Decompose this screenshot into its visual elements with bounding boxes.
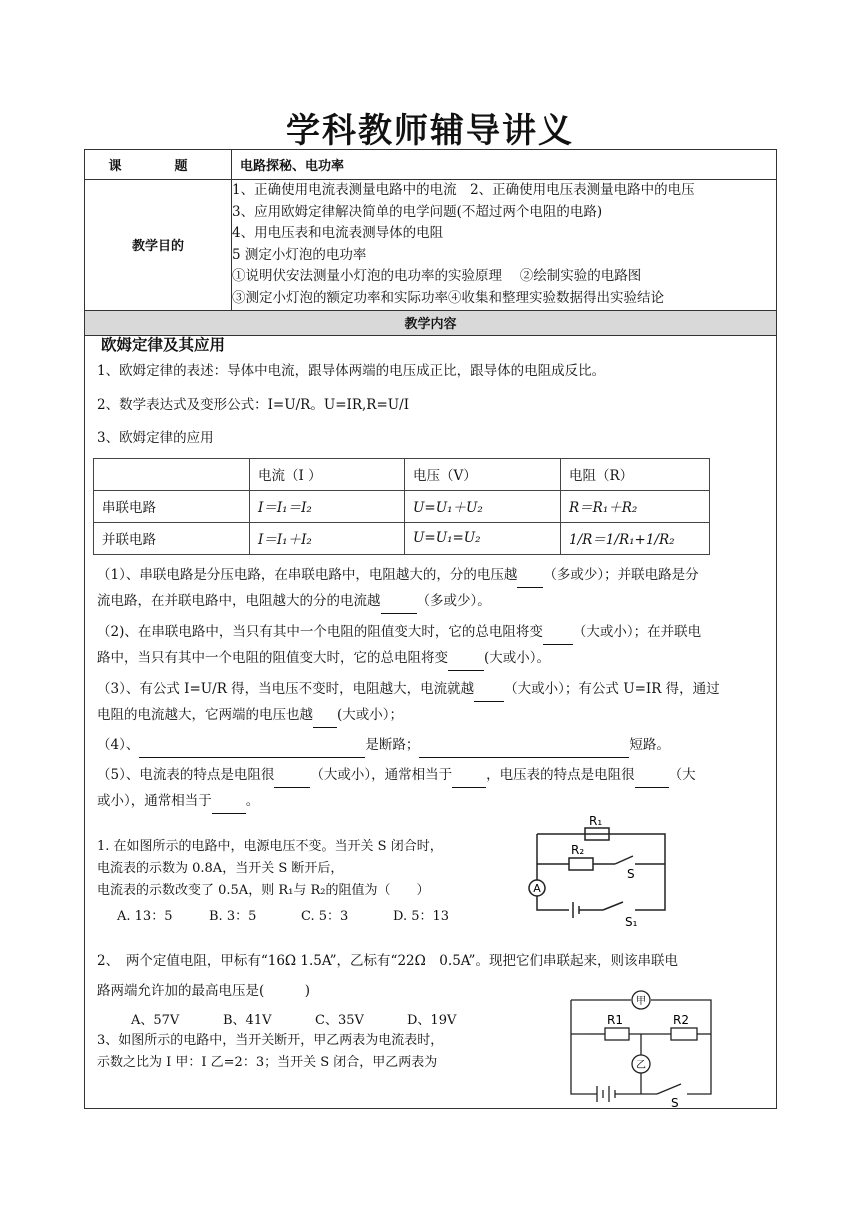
content-body	[85, 335, 777, 1108]
ohm-row-label: 串联电路	[94, 490, 250, 522]
topic-label: 课 题	[85, 150, 232, 180]
content-header: 教学内容	[85, 310, 777, 335]
ohm-cell: I＝I₁＝I₂	[250, 490, 405, 522]
topic-value: 电路探秘、电功率	[232, 150, 777, 180]
problem2-options: A、57V B、41V C、35V D、19V	[131, 1012, 457, 1028]
r2-label: R₂	[571, 842, 585, 857]
blank	[474, 687, 504, 702]
switch-s-label: S	[627, 866, 635, 881]
ohm-header-empty	[94, 458, 250, 490]
ohm-cell: U=U₁＋U₂	[405, 490, 561, 522]
fill-q5-line2: 或小），通常相当于 。	[97, 788, 766, 814]
goals-label: 教学目的	[85, 180, 232, 311]
problem1-options: A. 13：5 B. 3：5 C. 5：3 D. 5：13	[117, 908, 450, 924]
blank	[635, 773, 669, 788]
blank	[139, 743, 365, 758]
problem2-line1: 2、 两个定值电阻，甲标有“16Ω 1.5A”，乙标有“22Ω 0.5A”。现把它们串联起来，则该串联电	[97, 952, 678, 969]
meter-yi-label: 乙	[636, 1059, 646, 1071]
switch-s-label: S	[671, 1095, 679, 1108]
circuit-diagram-1	[515, 814, 685, 930]
goals-list	[232, 180, 777, 311]
fill-q1-line2: 流电路，在并联电路中，电阻越大的分的电流越 （多或少）。	[97, 588, 766, 614]
ohm-law-table	[93, 458, 710, 555]
circuit-diagram-3	[561, 986, 729, 1108]
goal-line: ③测定小灯泡的额定功率和实际功率④收集和整理实验数据得出实验结论	[232, 289, 664, 306]
blank	[517, 573, 543, 588]
blank	[313, 713, 337, 728]
point-2: 2、数学表达式及变形公式：I=U/R。U=IR,R=U/I	[97, 396, 410, 413]
blank	[212, 799, 246, 814]
blank	[452, 773, 486, 788]
blank	[543, 630, 573, 645]
blank	[274, 773, 310, 788]
blank	[419, 743, 629, 758]
meter-jia-label: 甲	[636, 995, 646, 1007]
ohm-header-current: 电流（I ）	[250, 458, 405, 490]
goal-line: 1、正确使用电流表测量电路中的电流 2、正确使用电压表测量电路中的电压	[232, 182, 695, 198]
fill-q1-line1: （1）、串联电路是分压电路，在串联电路中，电阻越大的，分的电压越 （多或少）；并联电路是分	[97, 562, 766, 588]
problem2-line2: 路两端允许加的最高电压是( )	[97, 982, 311, 999]
fill-q3-line2: 电阻的电流越大，它两端的电压也越 (大或小）；	[97, 702, 766, 728]
ohm-cell: 1/R＝1/R₁+1/R₂	[561, 522, 710, 554]
ohm-header-resistance: 电阻（R）	[561, 458, 710, 490]
goal-line: 5 测定小灯泡的电功率	[232, 246, 367, 263]
fill-q3-line1: （3）、有公式 I=U/R 得，当电压不变时，电阻越大，电流就越 （大或小）；有公式 U=IR 得，通过	[97, 676, 766, 702]
fill-q2-line2: 路中，当只有其中一个电阻的阻值变大时，它的总电阻将变 (大或小）。	[97, 645, 766, 671]
point-1: 1、欧姆定律的表述：导体中电流，跟导体两端的电压成正比，跟导体的电阻成反比。	[97, 362, 606, 379]
goal-line: ①说明伏安法测量小灯泡的电功率的实验原理 ②绘制实验的电路图	[232, 268, 642, 285]
ohm-cell: R＝R₁＋R₂	[561, 490, 710, 522]
page-title: 学科教师辅导讲义	[286, 111, 574, 151]
ammeter-label: A	[533, 881, 541, 895]
r1-label: R₁	[589, 813, 603, 828]
fill-q4: （4）、 是断路； 短路。	[97, 732, 766, 758]
ohm-cell: U=U₁=U₂	[405, 522, 561, 554]
point-3: 3、欧姆定律的应用	[97, 429, 214, 446]
fill-q2-line1: （2)、在串联电路中，当只有其中一个电阻的阻值变大时，它的总电阻将变 （大或小）；在并联电	[97, 619, 766, 645]
fill-q5-line1: （5）、电流表的特点是电阻很 （大或小），通常相当于 ，电压表的特点是电阻很 （大	[97, 762, 766, 788]
goal-line: 4、用电压表和电流表测导体的电阻	[232, 225, 444, 242]
problem3-text: 3、如图所示的电路中，当开关断开，甲乙两表为电流表时， 示数之比为 I 甲：I 乙=2：3；当开关 S 闭合，甲乙两表为	[97, 1032, 444, 1070]
ohm-header-voltage: 电压（V）	[405, 458, 561, 490]
goal-line: 3、应用欧姆定律解决简单的电学问题(不超过两个电阻的电路)	[232, 203, 603, 220]
r1-label: R1	[607, 1012, 623, 1027]
blank	[448, 656, 484, 671]
ohm-row-label: 并联电路	[94, 522, 250, 554]
problem1-text: 1. 在如图所示的电路中，电源电压不变。当开关 S 闭合时， 电流表的示数为 0.8A，当开关 S 断开后， 电流表的示数改变了 0.5A，则 R₁与 R₂的阻值为（ ）	[97, 838, 443, 898]
ohm-cell: I＝I₁＋I₂	[250, 522, 405, 554]
blank	[381, 599, 417, 614]
r2-label: R2	[673, 1012, 689, 1027]
switch-s1-label: S₁	[625, 914, 638, 929]
lesson-table	[84, 149, 777, 1109]
section-title: 欧姆定律及其应用	[101, 335, 226, 354]
